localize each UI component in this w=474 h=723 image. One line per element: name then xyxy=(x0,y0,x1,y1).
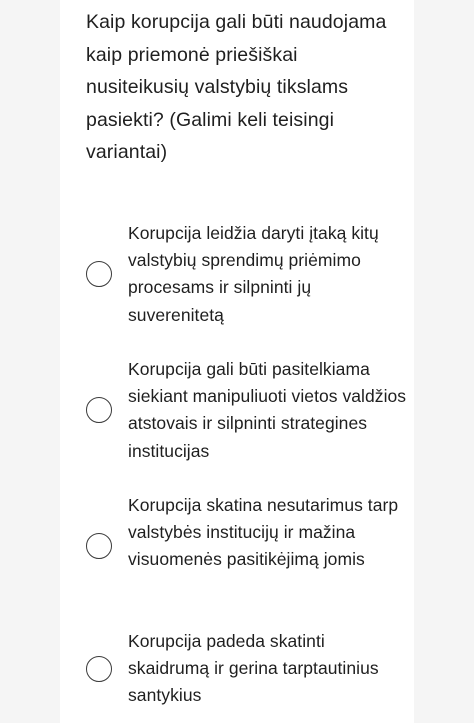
answer-option-1[interactable] xyxy=(60,220,414,330)
answer-option-label: Korupcija skatina nesutarimus tarp valstybės institucijų ir mažina visuomenės pasitikėjimą jomis xyxy=(128,495,399,570)
answer-option-3[interactable] xyxy=(60,492,414,602)
answer-option-2[interactable] xyxy=(60,356,414,466)
answer-option-label: Korupcija padeda skatinti skaidrumą ir gerina tarptautinius santykius xyxy=(128,631,379,706)
answer-option-label: Korupcija gali būti pasitelkiama siekiant manipuliuoti vietos valdžios atstovais ir silpninti strategines institucijas xyxy=(128,359,407,461)
question-text: Kaip korupcija gali būti naudojama kaip priemonė priešiškai nusiteikusių valstybių tikslams pasiekti? (Galimi keli teisingi variantai) xyxy=(86,11,387,163)
radio-button-icon[interactable] xyxy=(86,656,112,682)
answer-option-label: Korupcija leidžia daryti įtaką kitų valstybių sprendimų priėmimo procesams ir silpninti jų suverenitetą xyxy=(128,223,379,325)
radio-button-icon[interactable] xyxy=(86,397,112,423)
answer-option-4[interactable] xyxy=(60,628,414,714)
radio-button-icon[interactable] xyxy=(86,533,112,559)
quiz-card xyxy=(60,0,414,723)
radio-button-icon[interactable] xyxy=(86,261,112,287)
